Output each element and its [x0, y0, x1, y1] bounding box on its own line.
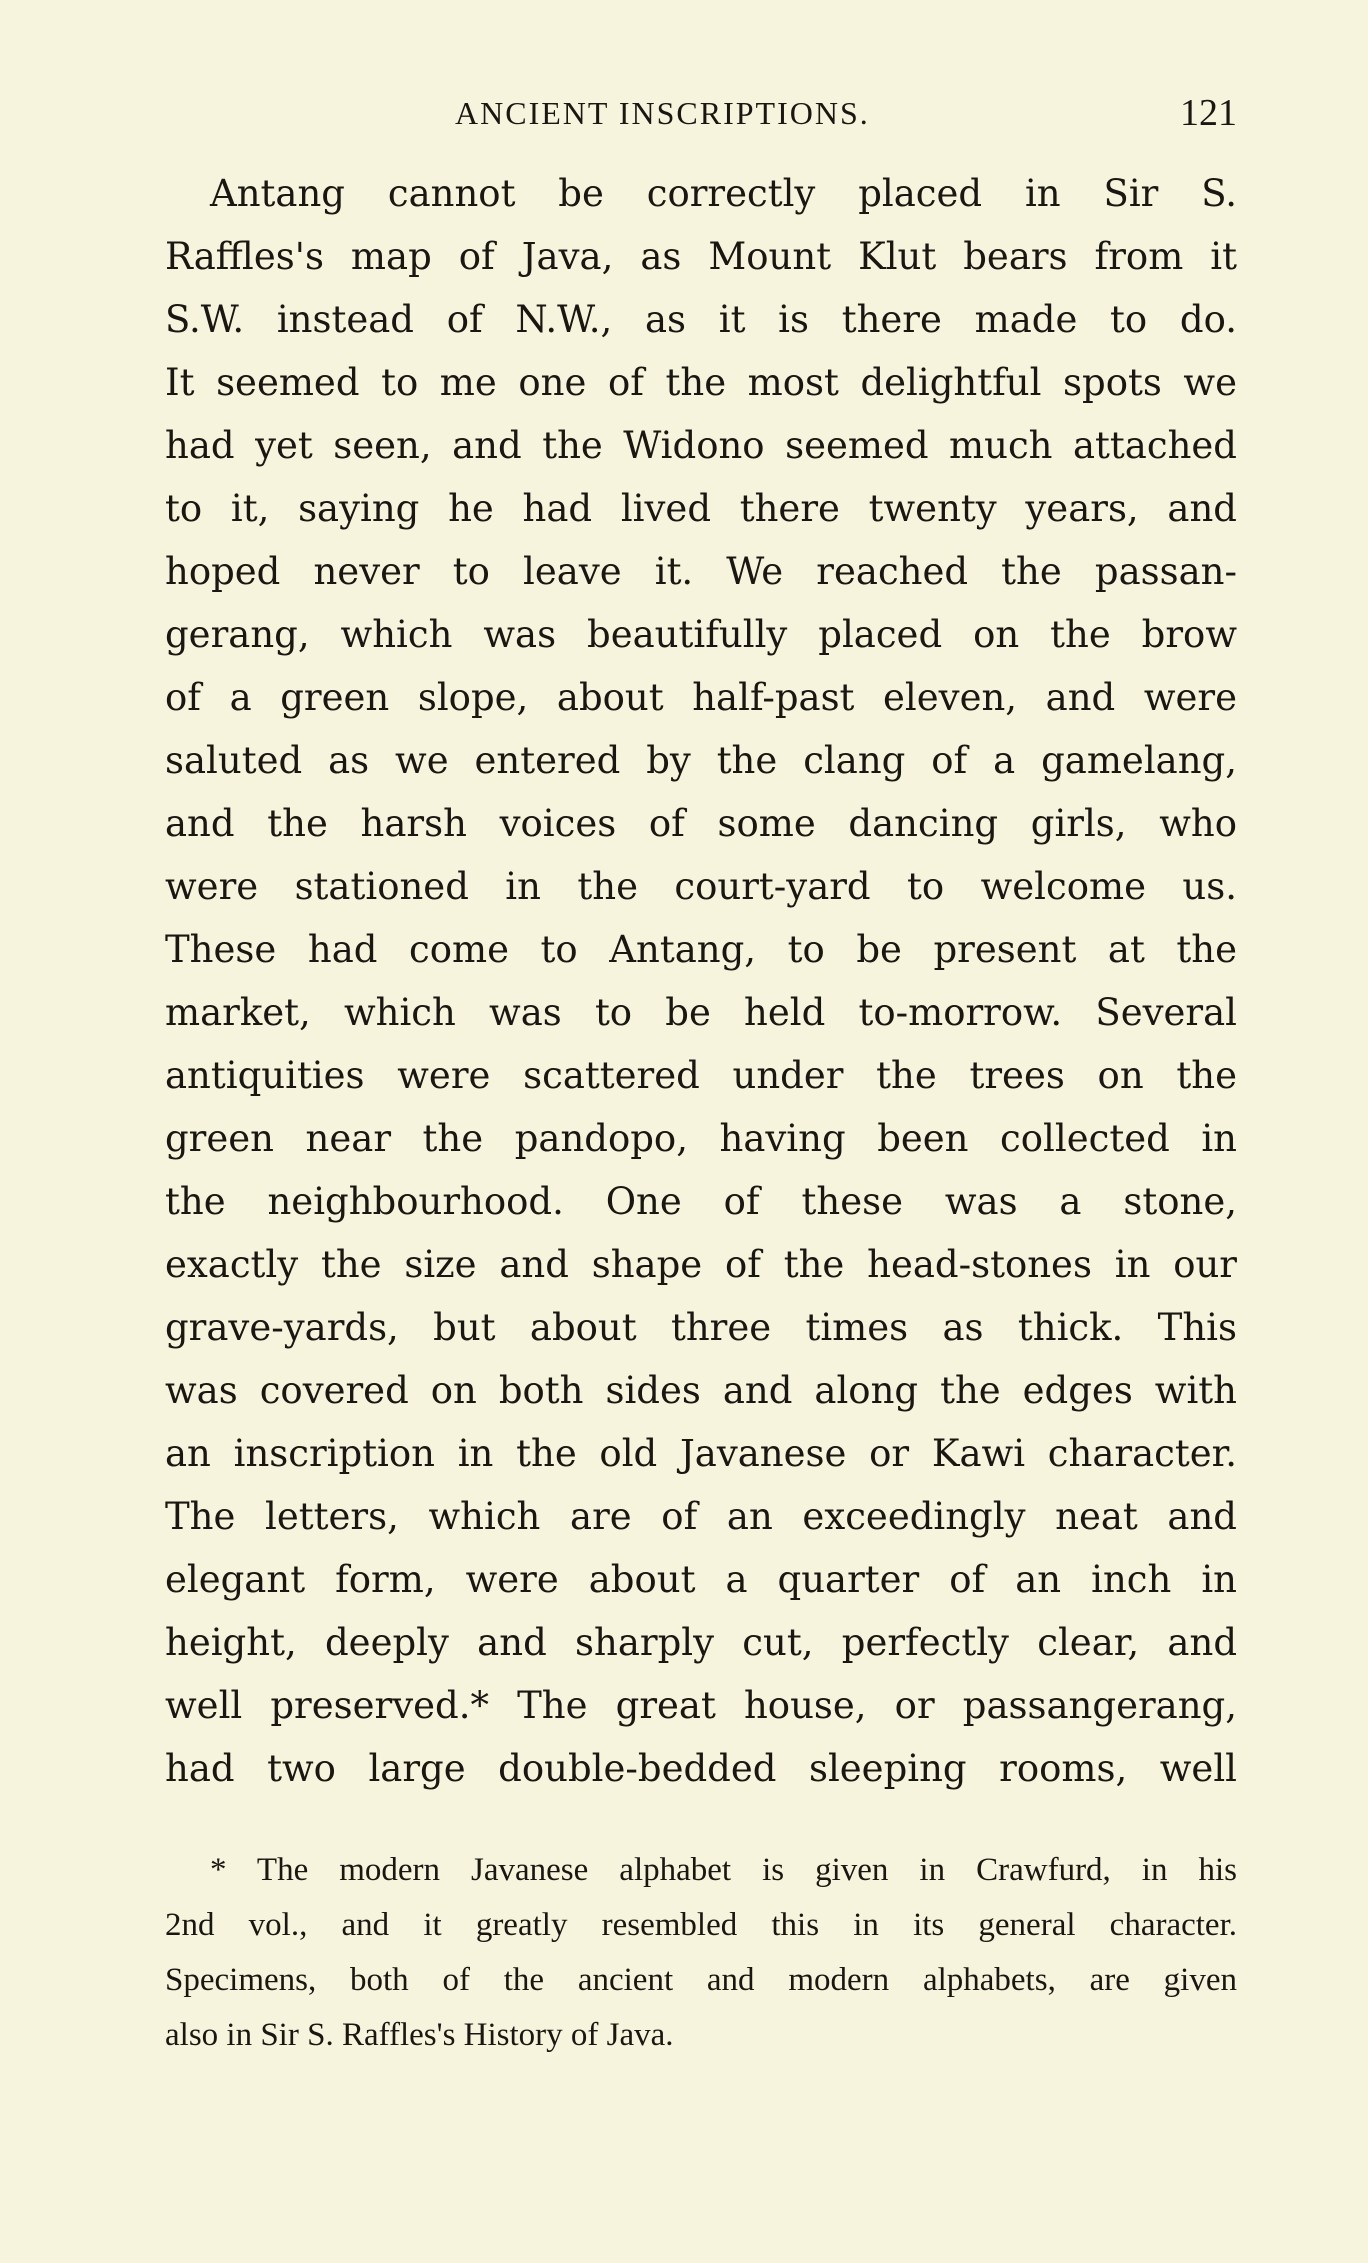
text-line: the neighbourhood. One of these was a stone,: [165, 1180, 1237, 1223]
text-line: The letters, which are of an exceedingly neat and: [165, 1495, 1237, 1538]
text-line: hoped never to leave it. We reached the passan-: [165, 550, 1237, 593]
running-head: [165, 88, 1237, 138]
running-title: ANCIENT INSCRIPTIONS.: [455, 95, 870, 131]
text-line: exactly the size and shape of the head-stones in our: [165, 1243, 1237, 1286]
text-line: antiquities were scattered under the trees on the: [165, 1054, 1237, 1097]
text-line: to it, saying he had lived there twenty years, and: [165, 487, 1237, 530]
text-line: well preserved.* The great house, or passangerang,: [165, 1684, 1237, 1727]
text-line: and the harsh voices of some dancing girls, who: [165, 802, 1237, 845]
text-line: saluted as we entered by the clang of a gamelang,: [165, 739, 1237, 782]
footnote-line: Specimens, both of the ancient and modern alphabets, are given: [165, 1962, 1237, 1998]
text-line: of a green slope, about half-past eleven, and were: [165, 676, 1237, 719]
text-line: market, which was to be held to-morrow. Several: [165, 991, 1237, 1034]
footnote: [165, 1843, 1237, 2063]
text-line: Antang cannot be correctly placed in Sir S.: [210, 172, 1237, 215]
text-line: gerang, which was beautifully placed on the brow: [165, 613, 1237, 656]
footnote-line: 2nd vol., and it greatly resembled this in its general character.: [165, 1907, 1237, 1943]
body-paragraph: [165, 162, 1237, 1800]
text-line: height, deeply and sharply cut, perfectly clear, and: [165, 1621, 1237, 1664]
text-line: S.W. instead of N.W., as it is there made to do.: [165, 298, 1237, 341]
text-line: had yet seen, and the Widono seemed much attached: [165, 424, 1237, 467]
text-line: was covered on both sides and along the edges with: [165, 1369, 1237, 1412]
text-line: elegant form, were about a quarter of an inch in: [165, 1558, 1237, 1601]
text-line: green near the pandopo, having been collected in: [165, 1117, 1237, 1160]
text-line: It seemed to me one of the most delightful spots we: [165, 361, 1237, 404]
text-line: These had come to Antang, to be present at the: [165, 928, 1237, 971]
text-line: were stationed in the court-yard to welcome us.: [165, 865, 1237, 908]
page-number: 121: [1180, 92, 1237, 134]
footnote-line: * The modern Javanese alphabet is given in Crawfurd, in his: [210, 1852, 1237, 1888]
footnote-line: also in Sir S. Raffles's History of Java.: [165, 2017, 674, 2053]
text-line: Raffles's map of Java, as Mount Klut bears from it: [165, 235, 1237, 278]
text-line: grave-yards, but about three times as thick. This: [165, 1306, 1237, 1349]
text-line: had two large double-bedded sleeping rooms, well: [165, 1747, 1237, 1790]
text-line: an inscription in the old Javanese or Kawi character.: [165, 1432, 1237, 1475]
